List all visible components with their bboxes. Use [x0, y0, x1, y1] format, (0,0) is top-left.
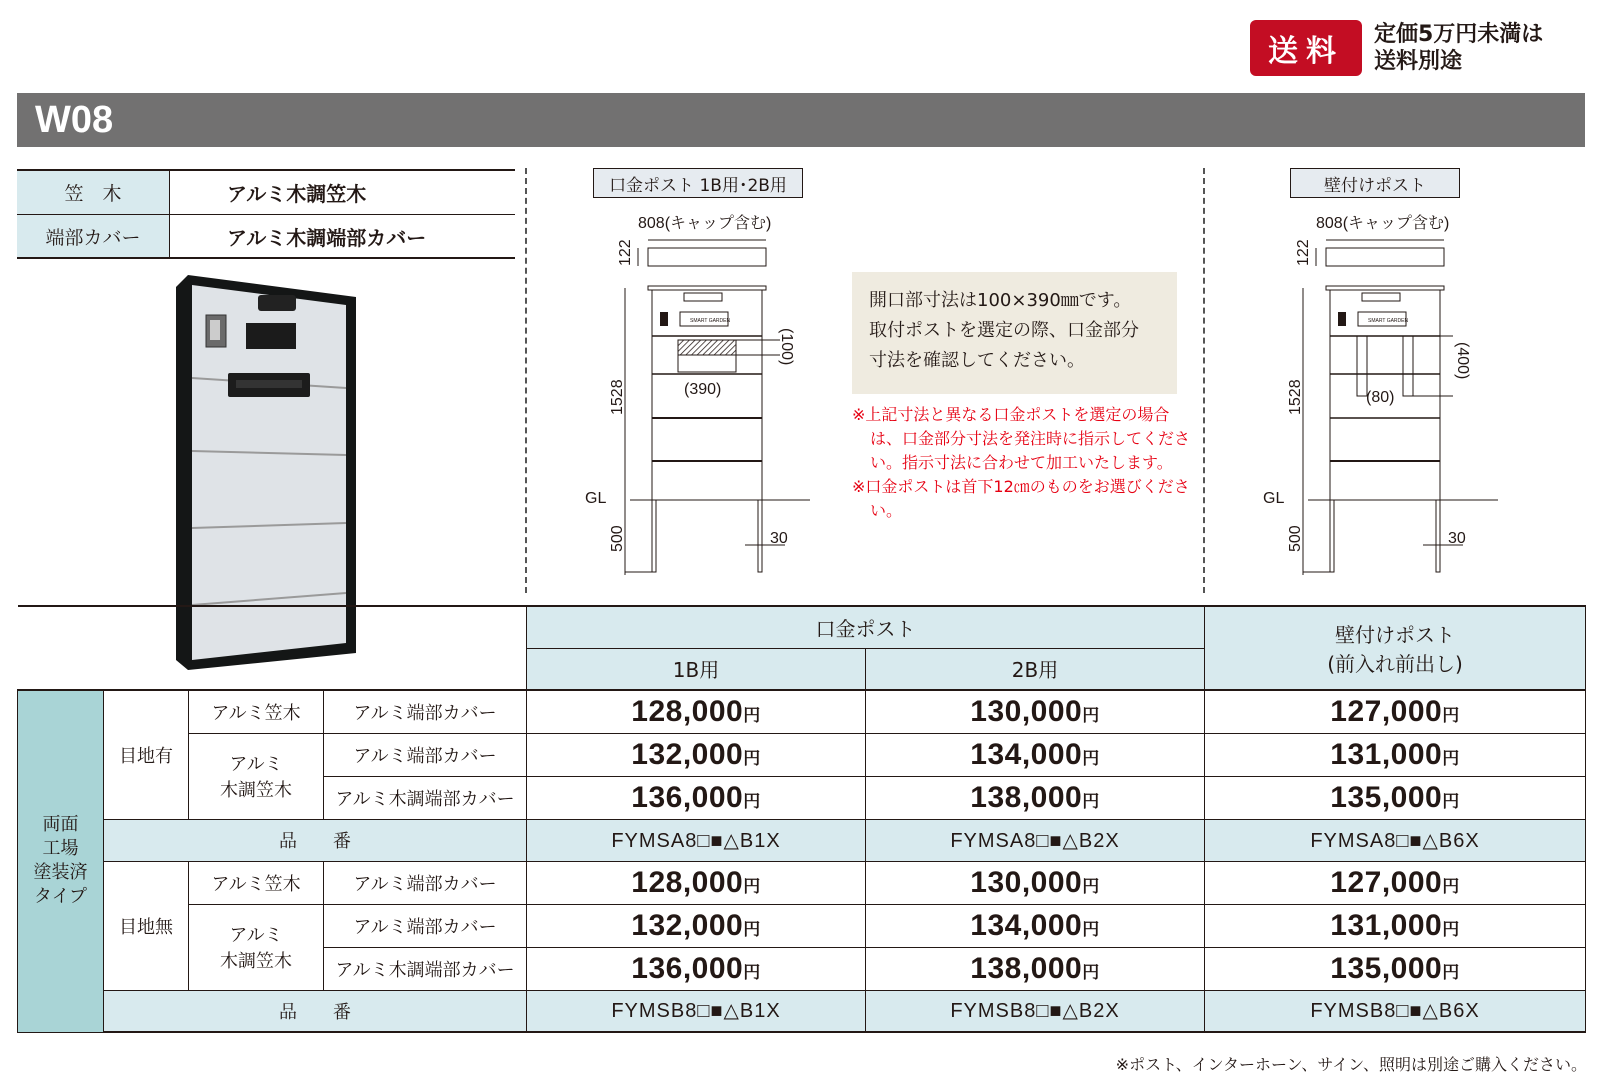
- cover: アルミ端部カバー: [324, 733, 527, 776]
- price-2b: 130,000円: [866, 861, 1205, 904]
- svg-text:500: 500: [609, 525, 626, 552]
- kasagi: アルミ笠木: [189, 861, 324, 904]
- shipping-notice: [1250, 20, 1543, 76]
- kasagi: アルミ笠木: [189, 690, 324, 733]
- separator-left: [525, 168, 527, 593]
- svg-text:(100): (100): [778, 328, 795, 366]
- svg-text:30: 30: [1448, 530, 1466, 547]
- svg-text:122: 122: [1295, 239, 1312, 266]
- price-wall: 131,000円: [1205, 904, 1586, 947]
- price-1b: 132,000円: [527, 904, 866, 947]
- spec-label: 笠 木: [17, 171, 170, 214]
- svg-text:(400): (400): [1454, 342, 1471, 380]
- note-line: 開口部寸法は100×390㎜です。: [869, 290, 1132, 311]
- code-label: 品 番: [104, 990, 527, 1032]
- cover: アルミ端部カバー: [324, 690, 527, 733]
- svg-text:30: 30: [770, 530, 788, 547]
- price-wall: 135,000円: [1205, 776, 1586, 819]
- cover: アルミ端部カバー: [324, 861, 527, 904]
- price-wall: 127,000円: [1205, 861, 1586, 904]
- opening-size-note: [852, 272, 1177, 394]
- price-table: [17, 605, 1586, 1033]
- product-code-1b: FYMSB8□■△B1X: [527, 990, 866, 1032]
- price-2b: 138,000円: [866, 947, 1205, 990]
- kasagi-wood: アルミ 木調笠木: [189, 904, 324, 990]
- svg-text:(390): (390): [684, 381, 722, 398]
- price-2b: 134,000円: [866, 733, 1205, 776]
- price-wall: 135,000円: [1205, 947, 1586, 990]
- shipping-line-1: 定価5万円未満は: [1374, 22, 1544, 47]
- price-1b: 132,000円: [527, 733, 866, 776]
- red-notes: [852, 403, 1192, 523]
- svg-text:1528: 1528: [609, 379, 626, 415]
- spec-table: [17, 169, 515, 259]
- svg-text:1528: 1528: [1287, 379, 1304, 415]
- price-2b: 138,000円: [866, 776, 1205, 819]
- price-1b: 128,000円: [527, 861, 866, 904]
- product-code-2b: FYMSB8□■△B2X: [866, 990, 1205, 1032]
- price-2b: 134,000円: [866, 904, 1205, 947]
- red-note: ※口金ポストは首下12㎝のものをお選びください。: [852, 477, 1190, 520]
- spec-row-cover: [17, 214, 515, 257]
- product-code-wall: FYMSB8□■△B6X: [1205, 990, 1586, 1032]
- kasagi-wood: アルミ 木調笠木: [189, 733, 324, 819]
- spec-value: アルミ木調笠木: [227, 182, 367, 206]
- shipping-badge: 送料: [1250, 20, 1362, 76]
- header-wall: [1205, 606, 1586, 690]
- svg-text:(80): (80): [1366, 389, 1395, 406]
- svg-text:GL: GL: [1263, 490, 1285, 507]
- price-2b: 130,000円: [866, 690, 1205, 733]
- svg-text:808(キャップ含む): 808(キャップ含む): [1316, 215, 1450, 232]
- wall-post-diagram: [1258, 200, 1498, 585]
- price-wall: 127,000円: [1205, 690, 1586, 733]
- shipping-line-2: 送料別途: [1374, 49, 1463, 74]
- separator-right: [1203, 168, 1205, 593]
- svg-text:SMART GARDEN: SMART GARDEN: [1368, 318, 1409, 324]
- spec-value: アルミ木調端部カバー: [227, 225, 427, 250]
- shipping-text: [1374, 21, 1543, 75]
- header-2b: 2B用: [866, 648, 1205, 690]
- header-wall-title: 壁付けポスト: [1335, 623, 1455, 647]
- footnote: ※ポスト、インターホーン、サイン、照明は別途ご購入ください。: [1115, 1055, 1587, 1074]
- cover: アルミ木調端部カバー: [324, 776, 527, 819]
- price-1b: 128,000円: [527, 690, 866, 733]
- spec-label: 端部カバー: [17, 215, 170, 257]
- svg-text:500: 500: [1287, 525, 1304, 552]
- price-1b: 136,000円: [527, 947, 866, 990]
- note-line: 取付ポストを選定の際、口金部分: [869, 320, 1139, 341]
- product-code-2b: FYMSA8□■△B2X: [866, 819, 1205, 861]
- svg-text:SMART GARDEN: SMART GARDEN: [690, 318, 731, 324]
- note-line: 寸法を確認してください。: [869, 350, 1085, 371]
- diagram-label-kuchigane: 口金ポスト 1B用･2B用: [593, 168, 803, 198]
- code-label: 品 番: [104, 819, 527, 861]
- width-dimension: 808(キャップ含む): [638, 215, 772, 232]
- spec-row-kasagi: [17, 171, 515, 214]
- joint-type: 目地有: [104, 690, 189, 819]
- svg-text:GL: GL: [585, 490, 607, 507]
- category-cell: 両面 工場 塗装済 タイプ: [18, 690, 104, 1032]
- product-code-1b: FYMSA8□■△B1X: [527, 819, 866, 861]
- price-1b: 136,000円: [527, 776, 866, 819]
- diagram-label-wall: 壁付けポスト: [1290, 168, 1460, 198]
- svg-text:122: 122: [617, 239, 634, 266]
- red-note: ※上記寸法と異なる口金ポストを選定の場合は、口金部分寸法を発注時に指示してください。指示寸法に合わせて加工いたします。: [852, 405, 1191, 472]
- joint-type: 目地無: [104, 861, 189, 990]
- header-wall-sub: (前入れ前出し): [1327, 652, 1463, 676]
- product-title: W08: [17, 93, 1585, 147]
- product-code-wall: FYMSA8□■△B6X: [1205, 819, 1586, 861]
- cover: アルミ木調端部カバー: [324, 947, 527, 990]
- price-wall: 131,000円: [1205, 733, 1586, 776]
- header-1b: 1B用: [527, 648, 866, 690]
- header-kuchigane: 口金ポスト: [527, 606, 1205, 648]
- cover: アルミ端部カバー: [324, 904, 527, 947]
- kuchigane-post-diagram: [580, 200, 810, 585]
